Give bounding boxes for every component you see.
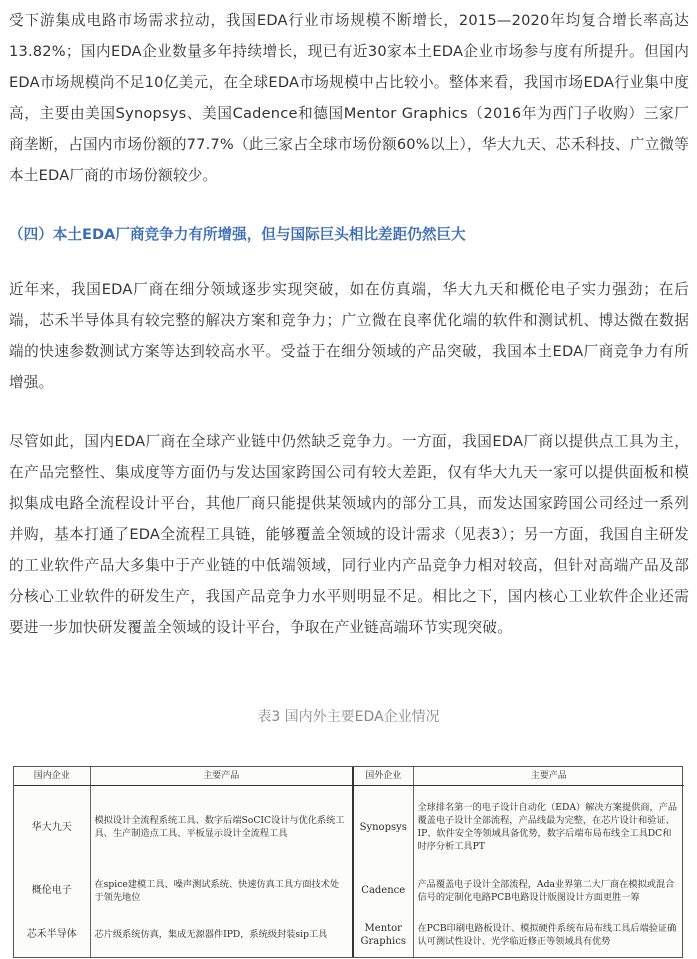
domestic-company-cell: 华大九天 xyxy=(31,821,72,833)
header-foreign-products: 主要产品 xyxy=(413,767,684,786)
breakthrough-paragraph: 近年来，我国EDA厂商在细分领域逐步实现突破，如在仿真端，华大九天和概伦电子实力强劲；在后端，芯禾半导体具有较完整的解决方案和竞争力；广立微在良率优化端的软件和测试机、博达微在数据端的快速参数测试方案等达到较高水平。受益于在细分领域的产品突破，我国本土EDA厂商竞争力有所增强。 xyxy=(9,281,689,391)
header-foreign-company: 国外企业 xyxy=(353,767,413,786)
domestic-company-cell: 概伦电子 xyxy=(31,885,72,897)
intro-paragraph: 受下游集成电路市场需求拉动，我国EDA行业市场规模不断增长，2015—2020年均复合增长率高达13.82%；国内EDA企业数量多年持续增长，现已有近30家本土EDA企业市场参与度有所提升。但国内EDA市场规模尚不足10亿美元，在全球EDA市场规模中占比较小。整体来看，我国市场EDA行业集中度高，主要由美国Synopsys、美国Cadence和德国Mentor Graphics（2016年为西门子收购）三家厂商垄断，占国内市场份额的77.7%（此三家占全球市场份额60%以上），华大九天、芯禾科技、广立微等本土EDA厂商的市场份额较少。 xyxy=(9,12,689,184)
foreign-company-cell: Synopsys xyxy=(353,786,413,869)
foreign-products-cell: 全球排名第一的电子设计自动化（EDA）解决方案提供商，产品覆盖电子设计全部流程，产品线最为完整，在芯片设计和验证、IP、软件安全等领域具备优势，数字后端布局布线全工具DC和时序分析工具PT xyxy=(413,786,684,869)
table-caption: 表3 国内外主要EDA企业情况 xyxy=(257,709,440,725)
table-row xyxy=(14,786,684,869)
domestic-products-cell: 在spice建模工具、噪声测试系统、快速仿真工具方面技术处于领先地位 xyxy=(90,869,353,913)
foreign-company-cell: Mentor Graphics xyxy=(353,913,413,957)
domestic-products-cell: 芯片级系统仿真，集成无源器件IPD，系统级封装sip工具 xyxy=(90,913,353,957)
table-row xyxy=(14,869,684,913)
foreign-company-cell: Cadence xyxy=(353,869,413,913)
domestic-company-cell: 芯禾半导体 xyxy=(26,929,77,941)
section-heading: （四）本土EDA厂商竞争力有所增强，但与国际巨头相比差距仍然巨大 xyxy=(9,226,466,243)
foreign-products-cell: 产品覆盖电子设计全部流程，Ada业界第二大厂商在模拟或混合信号的定制化电路PCB电路设计版图设计方面更胜一筹 xyxy=(413,869,684,913)
foreign-products-cell: 在PCB印刷电路板设计、模拟硬件系统布局布线工具后端验证确认可测试性设计、光学临近修正等领域具有优势 xyxy=(413,913,684,957)
competitiveness-paragraph: 尽管如此，国内EDA厂商在全球产业链中仍然缺乏竞争力。一方面，我国EDA厂商以提供点工具为主，在产品完整性、集成度等方面仍与发达国家跨国公司有较大差距，仅有华大九天一家可以提供面板和模拟集成电路全流程设计平台，其他厂商只能提供某领域内的部分工具，而发达国家跨国公司经过一系列并购，基本打通了EDA全流程工具链，能够覆盖全领域的设计需求（见表3）；另一方面，我国自主研发的工业软件产品大多集中于产业链的中低端领域，同行业内产品竞争力相对较高，但针对高端产品及部分核心工业软件的研发生产，我国产品竞争力水平则明显不足。相比之下，国内核心工业软件企业还需要进一步加快研发覆盖全领域的设计平台，争取在产业链高端环节实现突破。 xyxy=(9,433,689,636)
header-domestic-company: 国内企业 xyxy=(14,767,90,786)
header-domestic-products: 主要产品 xyxy=(90,767,353,786)
eda-companies-table xyxy=(13,766,683,958)
table-row xyxy=(14,913,684,957)
table-header-row xyxy=(14,767,684,786)
domestic-products-cell: 模拟设计全流程系统工具、数字后端SoCIC设计与优化系统工具、生产制造点工具、平板显示设计全流程工具 xyxy=(90,786,353,869)
